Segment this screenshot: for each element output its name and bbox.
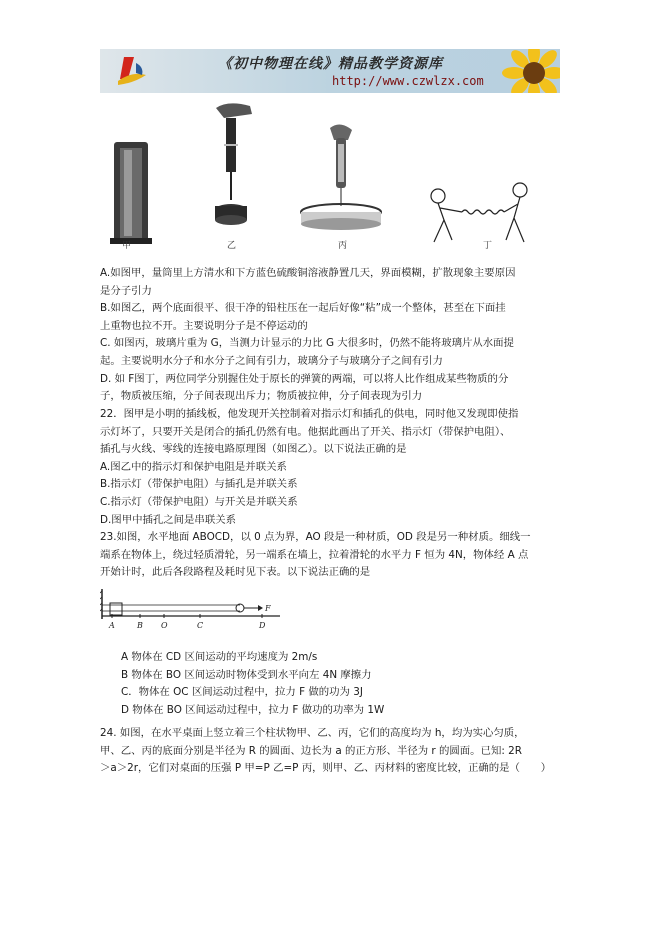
spring-kids-figure [431, 183, 527, 242]
q24-stem-line3: ＞a＞2r，它们对桌面的压强 P 甲=P 乙=P 丙，则甲、乙、丙材料的密度比较，正确的是（ ） [100, 762, 552, 775]
q21-option-c-line2: 起。主要说明水分子和水分子之间有引力，玻璃分子与玻璃分子之间有引力 [100, 354, 443, 367]
q21-option-b-line2: 上重物也拉不开。主要说明分子是不停运动的 [100, 319, 308, 332]
q23 [100, 529, 565, 582]
q21-figures [100, 100, 560, 258]
q21-option-b-line1: B.如图乙，两个底面很平、很干净的铅柱压在一起后好像“粘”成一个整体，甚至在下面挂 [100, 302, 506, 315]
q21-option-a-line1: A.如图甲，量筒里上方清水和下方蓝色硫酸铜溶液静置几天，界面模糊，扩散现象主要原因 [100, 267, 516, 279]
q23-label-d: D [259, 621, 266, 630]
q23-label-a: A [109, 621, 115, 630]
banner-title: 《初中物理在线》精品教学资源库 [218, 56, 443, 72]
q23-label-f: F [265, 604, 271, 613]
q23-label-c: C [197, 621, 204, 630]
q23-option-a: A 物体在 CD 区间运动的平均速度为 2m/s [121, 651, 318, 663]
q23-option-c: C．物体在 OC 区间运动过程中，拉力 F 做的功为 3J [121, 686, 363, 699]
q22-stem-line3: 插孔与火线、零线的连接电路原理图（如图乙）。以下说法正确的是 [100, 443, 407, 456]
q23-stem-line2: 端系在物体上，绕过轻质滑轮，另一端系在墙上，拉着滑轮的水平力 F 恒为 4N，物体经 A 点 [100, 548, 529, 561]
q23-stem-line1: 23.如图，水平地面 ABOCD，以 0 点为界，AO 段是一种材质，OD 段是另一种材质。细线一 [100, 531, 531, 543]
q23-label-o: O [161, 621, 168, 630]
q24-stem-line1: 24. 如图，在水平桌面上竖立着三个柱状物甲、乙、丙，它们的高度均为 h，均为实心匀质， [100, 727, 525, 739]
fig-caption-yi: 乙 [227, 241, 237, 251]
logo-icon [114, 53, 150, 89]
q22-option-a: A.图乙中的指示灯和保护电阻是并联关系 [100, 460, 287, 473]
fig-caption-ding: 丁 [483, 241, 493, 251]
q23-options [121, 649, 561, 719]
q23-figure [100, 585, 285, 640]
q21-option-a-line2: 是分子引力 [100, 284, 152, 297]
sunflower-icon [502, 49, 560, 93]
q24 [100, 725, 565, 778]
q22-option-c: C.指示灯（带保护电阻）与开关是并联关系 [100, 495, 298, 508]
fig-caption-bing: 丙 [338, 241, 348, 251]
q21-option-d-line1: D. 如 F图丁，两位同学分别握住处于原长的弹簧的两端，可以将人比作组成某些物质的分 [100, 372, 509, 385]
banner-url: http://www.czwlzx.com [332, 74, 484, 88]
q23-label-b: B [137, 621, 143, 630]
q22-stem-line2: 示灯坏了，只要开关是闭合的插孔仍然有电。他据此画出了开关、指示灯（带保护电阻）、 [100, 425, 511, 438]
graduated-cylinder-figure [110, 142, 152, 244]
fig-caption-jia: 甲 [122, 241, 132, 251]
q21-options [100, 265, 565, 406]
q22-option-d: D.图甲中插孔之间是串联关系 [100, 513, 236, 526]
header-banner [100, 49, 560, 93]
q23-stem-line3: 开始计时，此后各段路程及耗时见下表。以下说法正确的是 [100, 566, 371, 579]
lead-cylinders-figure [215, 103, 252, 225]
q23-option-d: D 物体在 BO 区间运动过程中，拉力 F 做功的功率为 1W [121, 703, 385, 716]
q22 [100, 406, 565, 529]
q22-stem-line1: 22．图甲是小明的插线板，他发现开关控制着对指示灯和插孔的供电，同时他又发现即使指 [100, 408, 519, 420]
spring-scale-figure [301, 124, 381, 230]
q21-option-d-line2: 子，物质被压缩，分子间表现出斥力；物质被拉伸，分子间表现为引力 [100, 390, 423, 403]
q21-option-c-line1: C. 如图丙，玻璃片重为 G，当测力计显示的力比 G 大很多时，仍然不能将玻璃片从水面提 [100, 337, 514, 350]
q24-stem-line2: 甲、乙、丙的底面分别是半径为 R 的圆面、边长为 a 的正方形、半径为 r 的圆面。已知: 2R [100, 744, 522, 757]
q22-option-b: B.指示灯（带保护电阻）与插孔是并联关系 [100, 478, 298, 491]
q23-option-b: B 物体在 BO 区间运动时物体受到水平向左 4N 摩擦力 [121, 668, 372, 681]
